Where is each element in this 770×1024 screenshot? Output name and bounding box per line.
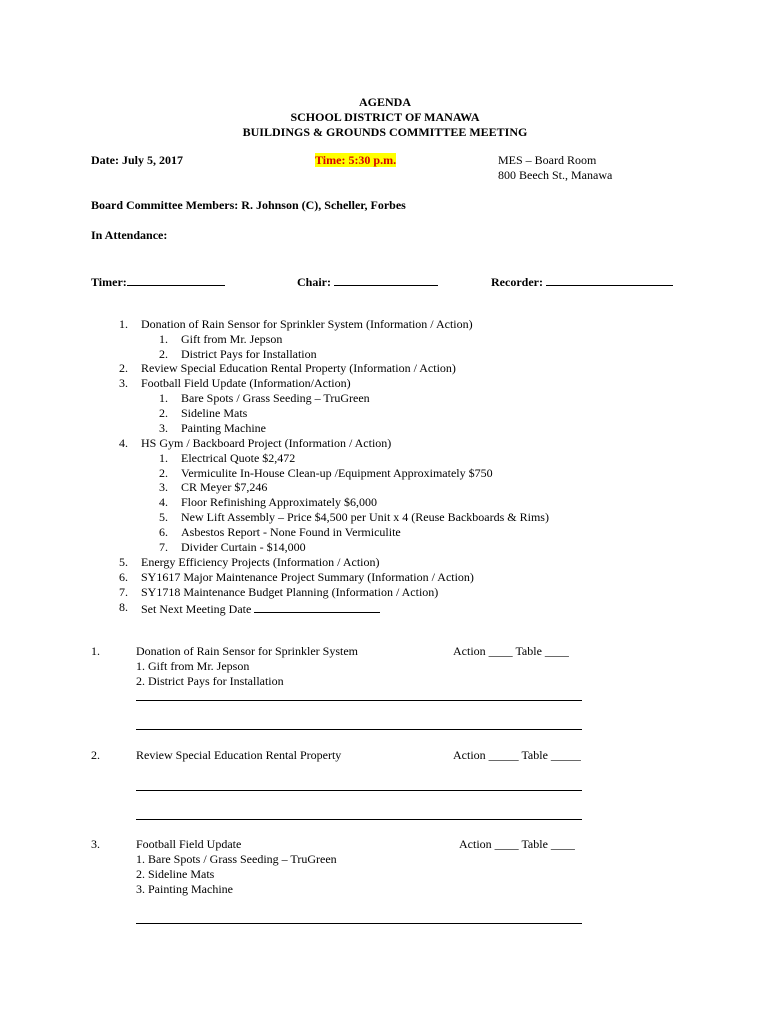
minutes-subitem: 1. Bare Spots / Grass Seeding – TruGreen [136, 852, 337, 866]
agenda-item: Set Next Meeting Date [141, 600, 380, 617]
notes-line [136, 819, 582, 820]
agenda-item: Review Special Education Rental Property (Information / Action) [141, 361, 456, 375]
recorder-label: Recorder: [491, 275, 543, 289]
minutes-subitem: 2. District Pays for Installation [136, 674, 284, 688]
agenda-subitem: Divider Curtain - $14,000 [181, 540, 306, 554]
agenda-item: SY1718 Maintenance Budget Planning (Information / Action) [141, 585, 439, 599]
notes-line [136, 700, 582, 701]
agenda-subitem: Vermiculite In-House Clean-up /Equipment Approximately $750 [181, 466, 493, 480]
meeting-time: Time: 5:30 p.m. [315, 153, 397, 167]
next-meeting-date-blank [254, 600, 380, 613]
agenda-item: Energy Efficiency Projects (Information / Action) [141, 555, 380, 569]
minutes-action-table: Action ____ Table ____ [453, 644, 569, 658]
agenda-item: Donation of Rain Sensor for Sprinkler System (Information / Action) [141, 317, 473, 331]
recorder-field [491, 273, 673, 290]
chair-field [297, 273, 438, 290]
agenda-subitem: District Pays for Installation [181, 347, 317, 361]
agenda-item: HS Gym / Backboard Project (Information / Action) [141, 436, 392, 450]
minutes-subitem: 2. Sideline Mats [136, 867, 215, 881]
minutes-subitem: 1. Gift from Mr. Jepson [136, 659, 250, 673]
chair-label: Chair: [297, 275, 331, 289]
minutes-title: Donation of Rain Sensor for Sprinkler System [136, 644, 358, 658]
timer-label: Timer: [91, 275, 127, 289]
timer-blank [127, 273, 225, 286]
minutes-number: 3. [91, 837, 100, 851]
timer-field [91, 273, 225, 290]
agenda-heading: AGENDA [358, 95, 411, 109]
committee-members: Board Committee Members: R. Johnson (C), Scheller, Forbes [91, 198, 406, 212]
minutes-title: Football Field Update [136, 837, 242, 851]
minutes-action-table: Action _____ Table _____ [453, 748, 581, 762]
notes-line [136, 923, 582, 924]
notes-line [136, 790, 582, 791]
in-attendance-label: In Attendance: [91, 228, 168, 242]
district-name: SCHOOL DISTRICT OF MANAWA [290, 110, 480, 124]
agenda-subitem: CR Meyer $7,246 [181, 480, 268, 494]
agenda-subitem: Gift from Mr. Jepson [181, 332, 283, 346]
agenda-subitem: New Lift Assembly – Price $4,500 per Unit x 4 (Reuse Backboards & Rims) [181, 510, 549, 524]
agenda-subitem: Sideline Mats [181, 406, 248, 420]
meeting-location-address: 800 Beech St., Manawa [498, 168, 613, 182]
meeting-date: Date: July 5, 2017 [91, 153, 183, 167]
minutes-number: 2. [91, 748, 100, 762]
minutes-subitem: 3. Painting Machine [136, 882, 233, 896]
agenda-subitem: Asbestos Report - None Found in Vermiculite [181, 525, 401, 539]
recorder-blank [546, 273, 673, 286]
agenda-subitem: Electrical Quote $2,472 [181, 451, 296, 465]
notes-line [136, 729, 582, 730]
agenda-subitem: Painting Machine [181, 421, 266, 435]
minutes-number: 1. [91, 644, 100, 658]
chair-blank [334, 273, 438, 286]
meeting-location-room: MES – Board Room [498, 153, 597, 167]
agenda-subitem: Floor Refinishing Approximately $6,000 [181, 495, 377, 509]
agenda-subitem: Bare Spots / Grass Seeding – TruGreen [181, 391, 370, 405]
agenda-item: Football Field Update (Information/Action) [141, 376, 351, 390]
minutes-title: Review Special Education Rental Property [136, 748, 342, 762]
meeting-title: BUILDINGS & GROUNDS COMMITTEE MEETING [242, 125, 528, 139]
agenda-item: SY1617 Major Maintenance Project Summary (Information / Action) [141, 570, 474, 584]
minutes-action-table: Action ____ Table ____ [459, 837, 575, 851]
